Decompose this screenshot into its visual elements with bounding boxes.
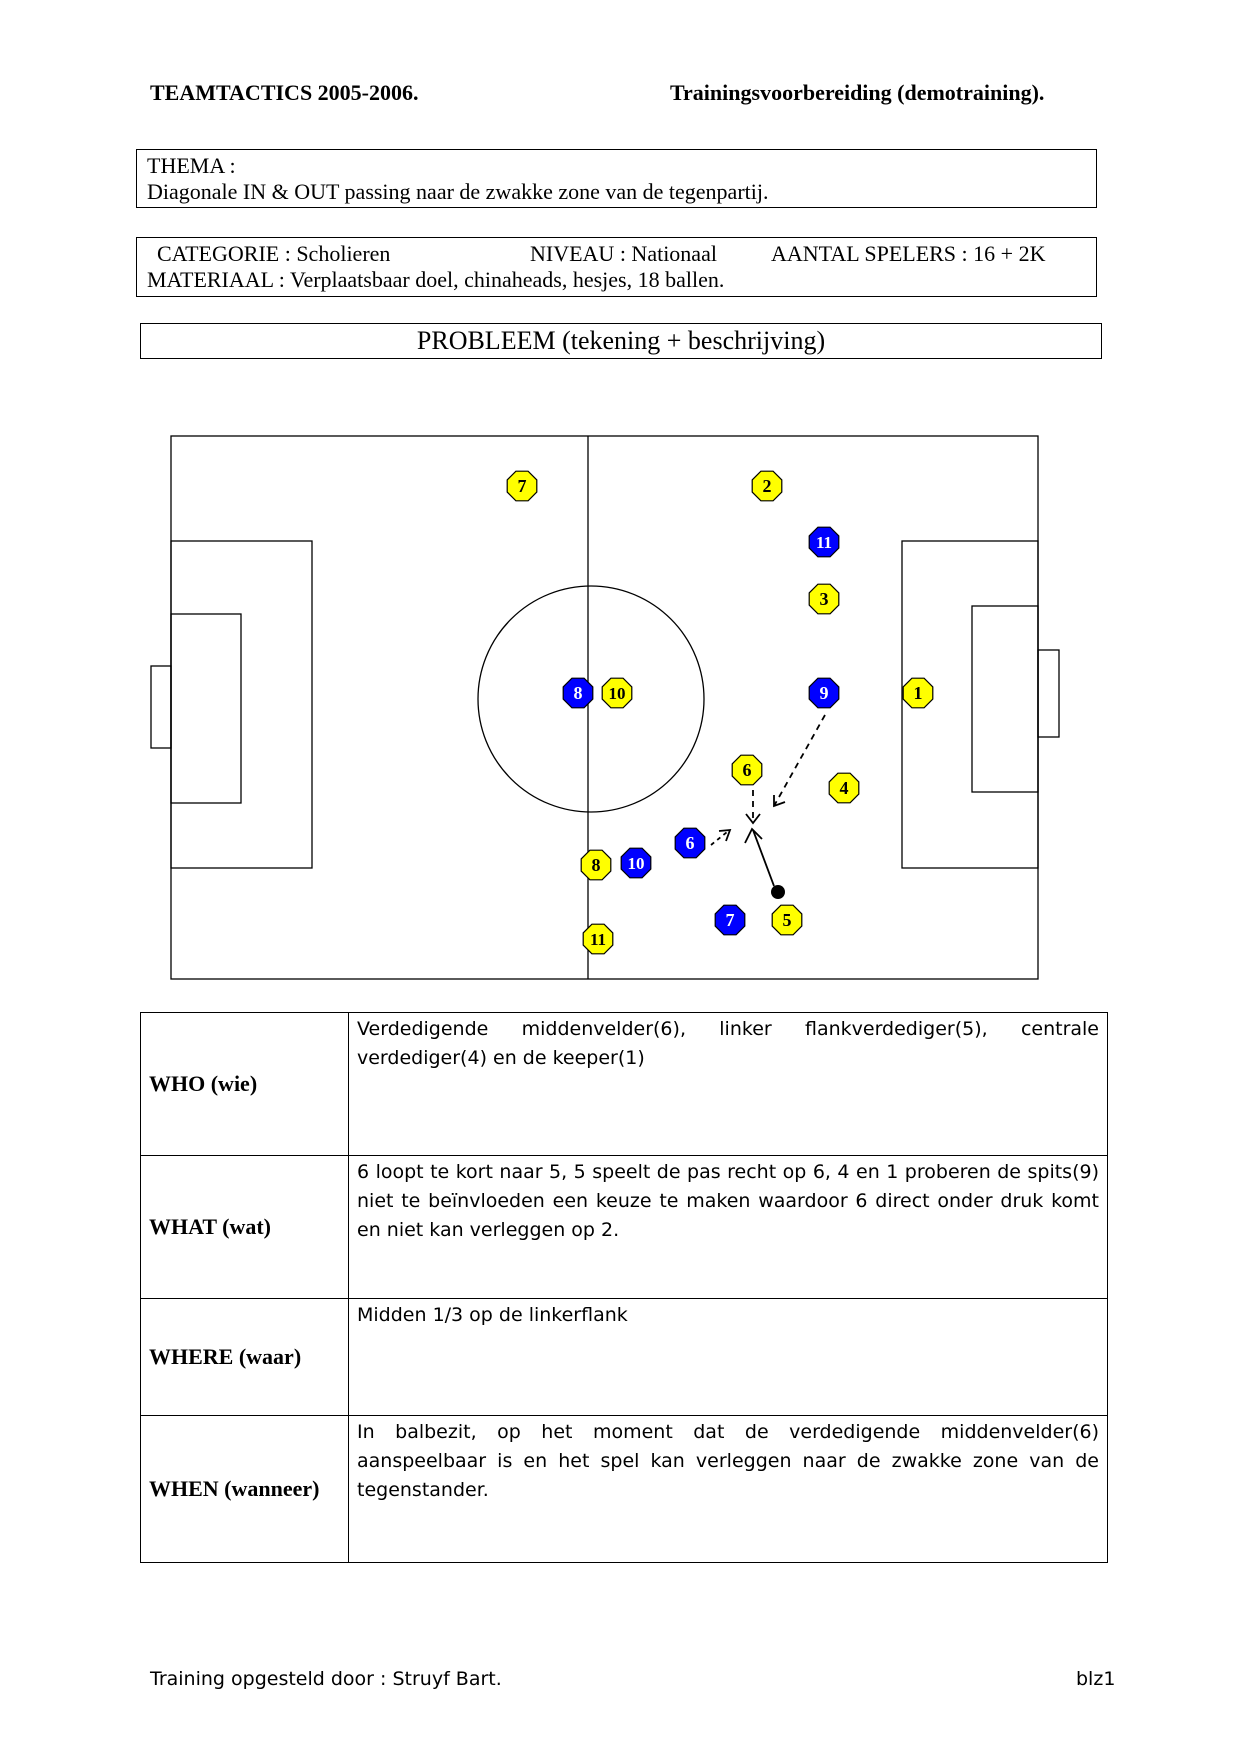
analysis-table: [140, 1012, 1108, 1563]
player-number: 10: [608, 684, 626, 703]
table-row: [141, 1299, 1108, 1416]
thema-label: THEMA :: [147, 153, 236, 178]
player-number: 11: [589, 930, 607, 949]
row-text: Midden 1/3 op de linkerflank: [349, 1299, 1108, 1416]
left-goal-area: [171, 614, 241, 803]
player-number: 11: [815, 533, 833, 552]
niveau-text: NIVEAU : Nationaal: [530, 241, 717, 266]
footer-author: Training opgesteld door : Struyf Bart.: [150, 1668, 502, 1690]
player-number: 8: [573, 683, 583, 703]
player-number: 7: [517, 476, 527, 496]
player-number: 1: [913, 683, 923, 703]
pass-arrow: [753, 830, 774, 886]
player-number: 5: [782, 910, 792, 930]
player-number: 3: [819, 589, 829, 609]
left-goal: [151, 666, 171, 748]
pitch-outline: [171, 436, 1038, 979]
player-number: 8: [591, 855, 601, 875]
player-number: 4: [839, 778, 849, 798]
row-label: WHEN (wanneer): [141, 1416, 349, 1563]
player-number: 9: [819, 683, 829, 703]
ball: [771, 885, 785, 899]
table-row: [141, 1156, 1108, 1299]
player-number: 6: [742, 760, 752, 780]
categorie-text: CATEGORIE : Scholieren: [157, 241, 391, 266]
thema-text: Diagonale IN & OUT passing naar de zwakke zone van de tegenpartij.: [147, 179, 769, 204]
header-left: TEAMTACTICS 2005-2006.: [150, 80, 419, 105]
row-label: WHAT (wat): [141, 1156, 349, 1299]
arrowhead-pass: [745, 829, 762, 843]
dashed-run-blue-6: [711, 832, 727, 845]
row-label: WHERE (waar): [141, 1299, 349, 1416]
row-text: Verdedigende middenvelder(6), linker flankverdediger(5), centrale verdediger(4) en de keeper(1): [349, 1013, 1108, 1156]
header-right: Trainingsvoorbereiding (demotraining).: [670, 80, 1045, 105]
section-title: PROBLEEM (tekening + beschrijving): [140, 323, 1102, 359]
player-number: 10: [627, 854, 645, 873]
row-text: 6 loopt te kort naar 5, 5 speelt de pas recht op 6, 4 en 1 proberen de spits(9) niet te beïnvloeden een keuze te maken waardoor 6 direct onder druk komt en niet kan verleggen op 2.: [349, 1156, 1108, 1299]
table-row: [141, 1013, 1108, 1156]
aantal-spelers-text: AANTAL SPELERS : 16 + 2K: [771, 241, 1046, 266]
player-number: 7: [725, 910, 735, 930]
right-goal-area: [972, 606, 1038, 792]
row-label: WHO (wie): [141, 1013, 349, 1156]
player-number: 6: [685, 833, 695, 853]
table-row: [141, 1416, 1108, 1563]
dashed-run-9: [774, 715, 825, 806]
footer-page: blz1: [1076, 1668, 1116, 1690]
arrowhead-run-blue-6: [719, 830, 730, 841]
player-number: 2: [762, 476, 772, 496]
right-goal: [1038, 650, 1059, 737]
materiaal-text: MATERIAAL : Verplaatsbaar doel, chinaheads, hesjes, 18 ballen.: [147, 267, 725, 292]
row-text: In balbezit, op het moment dat de verdedigende middenvelder(6) aanspeelbaar is en het spel kan verleggen naar de zwakke zone van de tegenstander.: [349, 1416, 1108, 1563]
